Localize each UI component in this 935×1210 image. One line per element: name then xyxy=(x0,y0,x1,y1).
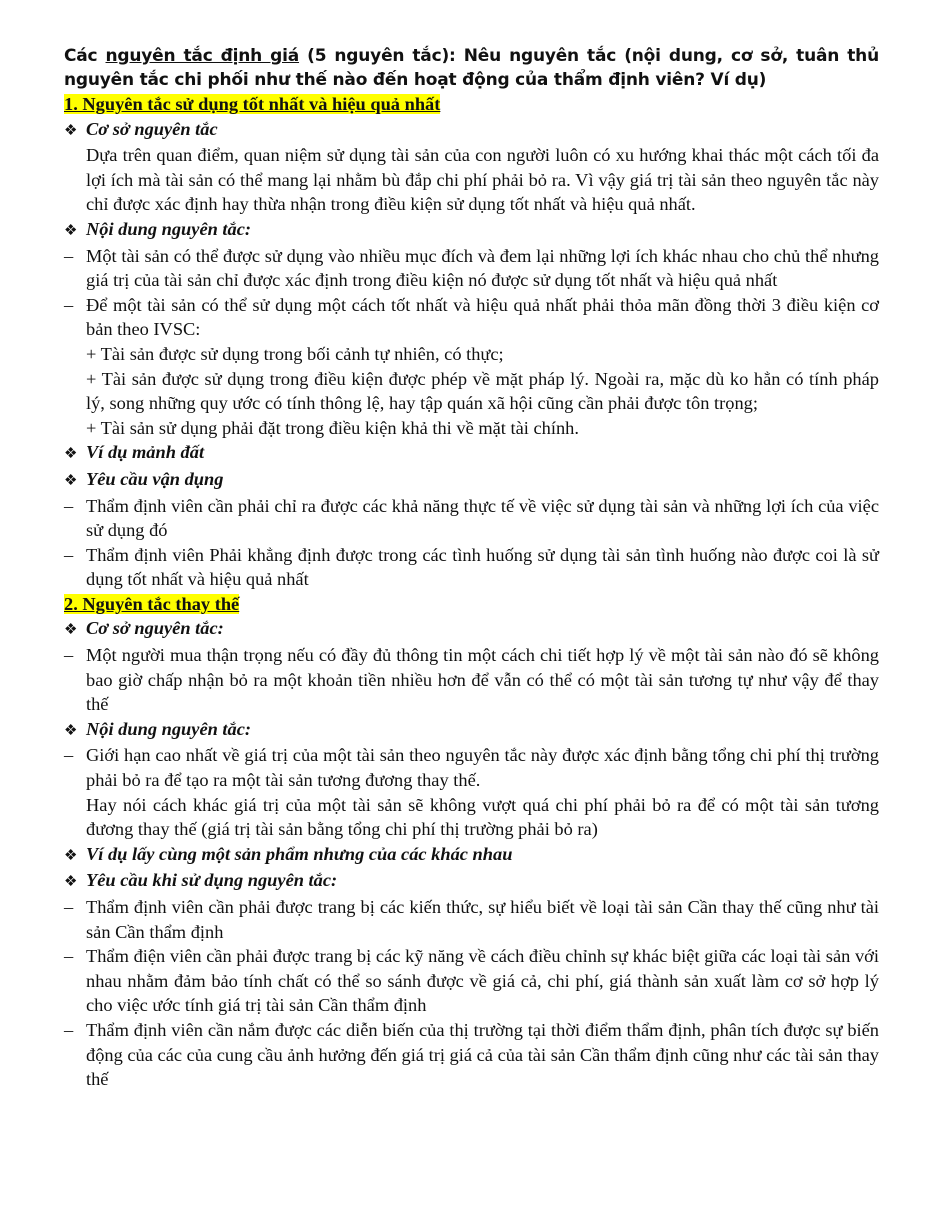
section-1-co-so-heading: ❖ Cơ sở nguyên tắc xyxy=(64,117,879,144)
section-2-co-so-heading: ❖ Cơ sở nguyên tắc: xyxy=(64,616,879,643)
diamond-bullet-icon: ❖ xyxy=(64,122,78,139)
section-1-heading: 1. Nguyên tắc sử dụng tốt nhất và hiệu quả nhất xyxy=(64,94,441,114)
list-item: – Một tài sản có thể được sử dụng vào nhiều mục đích và đem lại những lợi ích khác nhau cho chủ thể nhưng giá trị của tài sản chỉ được xác định trong điều kiện nó được sử dụng tốt nhất và hiệu quả nhất xyxy=(64,244,879,293)
list-item: – Một người mua thận trọng nếu có đầy đủ thông tin một cách chi tiết hợp lý về một tài sản nào đó sẽ không bao giờ chấp nhận bỏ ra một khoản tiền nhiều hơn để vẫn có thể có một tài sản tương tự như vậy để thay thế xyxy=(64,643,879,717)
list-item: – Thẩm điện viên cần phải được trang bị các kỹ năng về cách điều chỉnh sự khác biệt giữa các loại tài sản với nhau nhằm đảm bảo tính chất có thể so sánh được về giá cả, chi phí, giá thành sản xuất làm cơ sở hợp lý cho việc ước tính giá trị tài sản Cần thẩm định xyxy=(64,944,879,1018)
list-item: – Thẩm định viên cần phải chỉ ra được các khả năng thực tế về việc sử dụng tài sản và những lợi ích của việc sử dụng đó xyxy=(64,494,879,543)
document-page xyxy=(64,44,879,1092)
condition-item: + Tài sản được sử dụng trong điều kiện được phép về mặt pháp lý. Ngoài ra, mặc dù ko hẳn có tính pháp lý, song những quy ước có tính thông lệ, hay tập quán xã hội cũng cần phải được tôn trọng; xyxy=(86,368,879,414)
section-1-yeu-cau-heading: ❖ Yêu cầu vận dụng xyxy=(64,467,879,494)
title-rest: (5 nguyên tắc): Nêu nguyên tắc (nội dung, cơ sở, tuân thủ nguyên tắc chi phối như thế nào đến hoạt động của thẩm định viên? Ví dụ) xyxy=(64,46,879,90)
section-1-co-so-text: Dựa trên quan điểm, quan niệm sử dụng tài sản của con người luôn có xu hướng khai thác một cách tối đa lợi ích mà tài sản có thể mang lại nhằm bù đắp chi phí phải bỏ ra. Vì vậy giá trị tài sản theo nguyên tắc này chỉ được xác định hay thừa nhận trong điều kiện sử dụng tốt nhất và hiệu quả nhất. xyxy=(86,145,879,215)
diamond-bullet-icon: ❖ xyxy=(64,446,78,463)
condition-item: + Tài sản sử dụng phải đặt trong điều kiện khả thi về mặt tài chính. xyxy=(86,417,579,438)
paragraph: Hay nói cách khác giá trị của một tài sản sẽ không vượt quá chi phí phải bỏ ra để có một tài sản tương đương thay thế (giá trị tài sản bằng tổng chi phí thị trường phải bỏ ra) xyxy=(86,794,879,840)
document-title xyxy=(64,44,879,92)
diamond-bullet-icon: ❖ xyxy=(64,222,78,239)
diamond-bullet-icon: ❖ xyxy=(64,847,78,864)
list-item: – Thẩm định viên Phải khẳng định được trong các tình huống sử dụng tài sản tình huống nào được coi là sử dụng tốt nhất và hiệu quả nhất xyxy=(64,543,879,592)
diamond-bullet-icon: ❖ xyxy=(64,472,78,489)
section-1-noi-dung-heading: ❖ Nội dung nguyên tắc: xyxy=(64,217,879,244)
diamond-bullet-icon: ❖ xyxy=(64,722,78,739)
list-item: – Để một tài sản có thể sử dụng một cách tốt nhất và hiệu quả nhất phải thỏa mãn đồng thời 3 điều kiện cơ bản theo IVSC: xyxy=(64,293,879,342)
title-underlined: nguyên tắc định giá xyxy=(105,46,300,66)
list-item: – Thẩm định viên cần nắm được các diễn biến của thị trường tại thời điểm thẩm định, phân tích được sự biến động của các của cung cầu ảnh hưởng đến giá trị giá cả của tài sản Cần thẩm định cũng như các tài sản thay thế xyxy=(64,1018,879,1092)
list-item: – Giới hạn cao nhất về giá trị của một tài sản theo nguyên tắc này được xác định bằng tổng chi phí thị trường phải bỏ ra để tạo ra một tài sản tương đương thay thế. xyxy=(64,743,879,792)
section-1-vi-du-heading: ❖ Ví dụ mảnh đất xyxy=(64,440,879,467)
section-2-heading: 2. Nguyên tắc thay thế xyxy=(64,593,240,614)
section-2-yeu-cau-heading: ❖ Yêu cầu khi sử dụng nguyên tắc: xyxy=(64,868,879,895)
section-2-noi-dung-heading: ❖ Nội dung nguyên tắc: xyxy=(64,717,879,744)
title-prefix: Các xyxy=(64,46,106,66)
section-2-vi-du-heading: ❖ Ví dụ lấy cùng một sản phẩm nhưng của các khác nhau xyxy=(64,842,879,869)
diamond-bullet-icon: ❖ xyxy=(64,622,78,639)
list-item: – Thẩm định viên cần phải được trang bị các kiến thức, sự hiểu biết về loại tài sản Cần thay thế cũng như tài sản Cần thẩm định xyxy=(64,895,879,944)
condition-item: + Tài sản được sử dụng trong bối cảnh tự nhiên, có thực; xyxy=(86,343,504,364)
diamond-bullet-icon: ❖ xyxy=(64,874,78,891)
